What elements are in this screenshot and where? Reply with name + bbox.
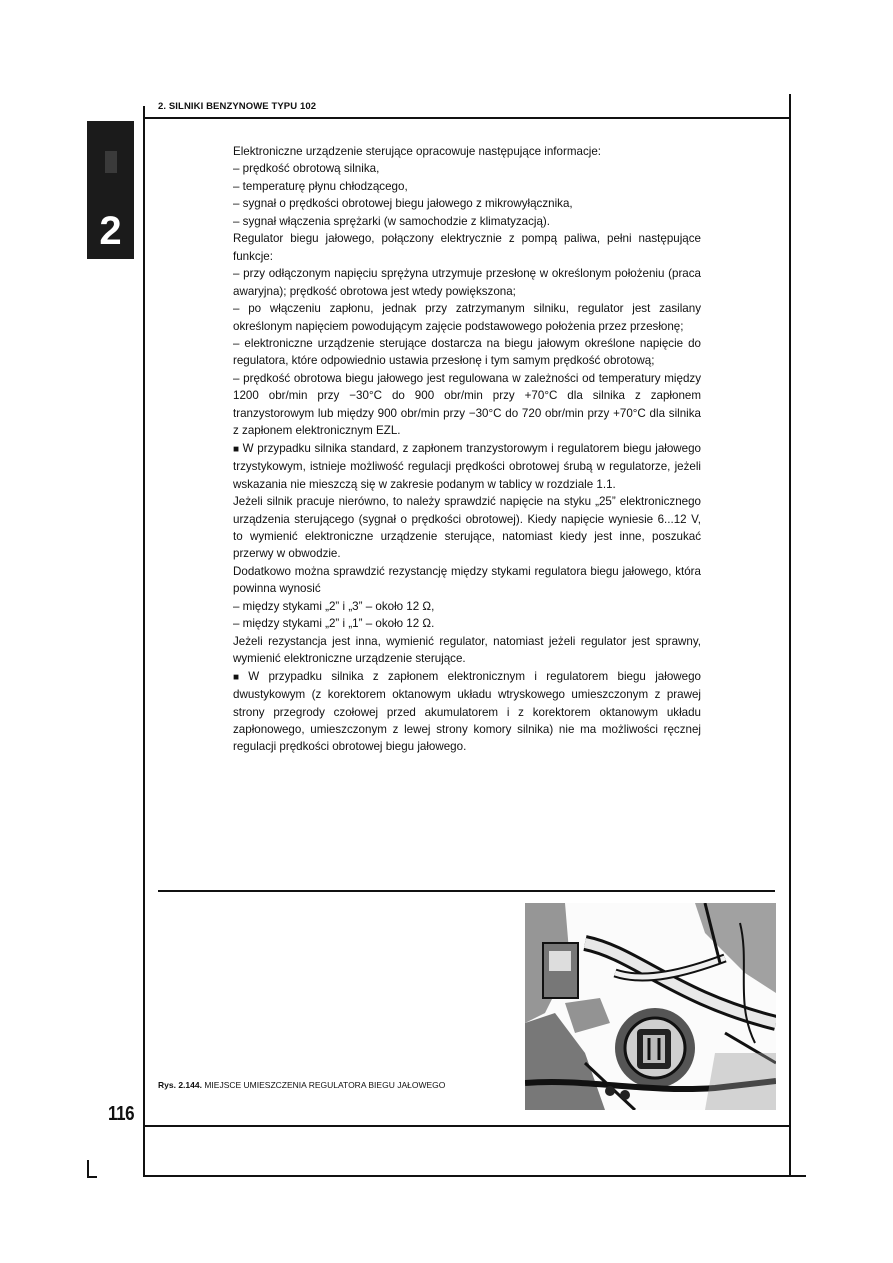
- body-paragraph: [233, 615, 701, 632]
- body-paragraph: [233, 440, 701, 493]
- paragraph-text: – sygnał włączenia sprężarki (w samochodzie z klimatyzacją).: [233, 214, 551, 228]
- engine-photo-figure: [525, 903, 776, 1110]
- figure-number: Rys. 2.144.: [158, 1080, 202, 1090]
- paragraph-text: – prędkość obrotowa biegu jałowego jest regulowana w zależności od temperatury między 1200 obr/min przy −30°C do 900 obr/min przy +70°C dla silnika z zapłonem tranzystorowym lub między 900 obr/min przy −30°C do 720 obr/min przy +70°C dla silnika z zapłonem elektronicznym EZL.: [233, 371, 701, 438]
- running-header: 2. SILNIKI BENZYNOWE TYPU 102: [158, 101, 317, 112]
- chapter-tab: [87, 121, 134, 259]
- body-paragraph: [233, 178, 701, 195]
- corner-mark-base: [87, 1176, 97, 1178]
- bullet-square-icon: ■: [233, 443, 240, 455]
- left-margin-rule: [143, 106, 145, 1176]
- body-paragraph: [233, 195, 701, 212]
- figure-caption: [158, 1080, 458, 1091]
- body-paragraph: [233, 143, 701, 160]
- body-paragraph: [233, 493, 701, 563]
- paragraph-text: Jeżeli rezystancja jest inna, wymienić regulator, natomiast jeżeli regulator jest sprawny, wymienić elektroniczne urządzenie sterujące.: [233, 634, 701, 666]
- paragraph-text: – między stykami „2” i „1” – około 12 Ω.: [233, 617, 435, 631]
- body-paragraph: [233, 160, 701, 177]
- figure-title: MIEJSCE UMIESZCZENIA REGULATORA BIEGU JAŁOWEGO: [204, 1080, 446, 1090]
- body-paragraph: [233, 563, 701, 598]
- body-paragraph: [233, 598, 701, 615]
- bullet-square-icon: ■: [233, 671, 246, 683]
- paragraph-text: – sygnał o prędkości obrotowej biegu jałowego z mikrowyłącznika,: [233, 197, 573, 211]
- page-number: 116: [108, 1103, 135, 1125]
- paragraph-text: – elektroniczne urządzenie sterujące dostarcza na biegu jałowym określone napięcie do regulatora, które odpowiednio ustawia przesłonę i tym samym prędkość obrotową;: [233, 336, 701, 368]
- right-margin-rule: [789, 94, 791, 1176]
- body-paragraph: [233, 265, 701, 300]
- body-paragraph: [233, 230, 701, 265]
- tab-notch: [105, 151, 117, 173]
- paragraph-text: W przypadku silnika standard, z zapłonem tranzystorowym i regulatorem biegu jałowego trzystykowym, istnieje możliwość regulacji prędkości obrotowej śrubą w regulatorze, jeżeli wskazania nie mieszczą się w zakresie podanym w tablicy w rozdziale 1.1.: [233, 441, 702, 491]
- body-paragraph: [233, 633, 701, 668]
- body-paragraph: [233, 370, 701, 440]
- paragraph-text: – między stykami „2” i „3” – około 12 Ω,: [233, 599, 435, 613]
- paragraph-text: Dodatkowo można sprawdzić rezystancję między stykami regulatora biegu jałowego, która powinna wynosić: [233, 564, 701, 596]
- paragraph-text: – temperaturę płynu chłodzącego,: [233, 179, 408, 193]
- paragraph-text: W przypadku silnika z zapłonem elektronicznym i regulatorem biegu jałowego dwustykowym (z korektorem oktanowym układu wtryskowego umieszczonym z prawej strony przegrody czołowej przed akumulatorem i z korektorem oktanowym układu zapłonowego, umieszczonym z lewej strony komory silnika) nie ma możliwości ręcznej regulacji prędkości obrotowej biegu jałowego.: [233, 669, 701, 754]
- header-rule: [143, 117, 790, 119]
- body-paragraph: [233, 300, 701, 335]
- body-paragraph: [233, 213, 701, 230]
- body-paragraph: [233, 668, 701, 756]
- chapter-number: 2: [99, 209, 122, 253]
- figure-rule: [158, 890, 775, 892]
- bottom-rule: [143, 1175, 806, 1177]
- body-text: [233, 143, 701, 756]
- paragraph-text: Elektroniczne urządzenie sterujące opracowuje następujące informacje:: [233, 145, 601, 158]
- footer-rule: [143, 1125, 790, 1127]
- paragraph-text: Regulator biegu jałowego, połączony elektrycznie z pompą paliwa, pełni następujące funkcje:: [233, 232, 701, 263]
- paragraph-text: Jeżeli silnik pracuje nierówno, to należy sprawdzić napięcie na styku „25” elektronicznego urządzenia sterującego (sygnał o prędkości obrotowej). Kiedy napięcie wyniesie 6...12 V, to wymienić elektroniczne urządzenie sterujące, natomiast kiedy jest inne, poszukać przerwy w obwodzie.: [233, 495, 701, 561]
- paragraph-text: – prędkość obrotową silnika,: [233, 162, 380, 176]
- body-paragraph: [233, 335, 701, 370]
- paragraph-text: – przy odłączonym napięciu sprężyna utrzymuje przesłonę w określonym położeniu (praca awaryjna); prędkość obrotowa jest wtedy powiększona;: [233, 267, 701, 298]
- paragraph-text: – po włączeniu zapłonu, jednak przy zatrzymanym silniku, regulator jest zasilany określonym napięciem powodującym zajęcie podstawowego położenia przez przesłonę;: [233, 302, 701, 333]
